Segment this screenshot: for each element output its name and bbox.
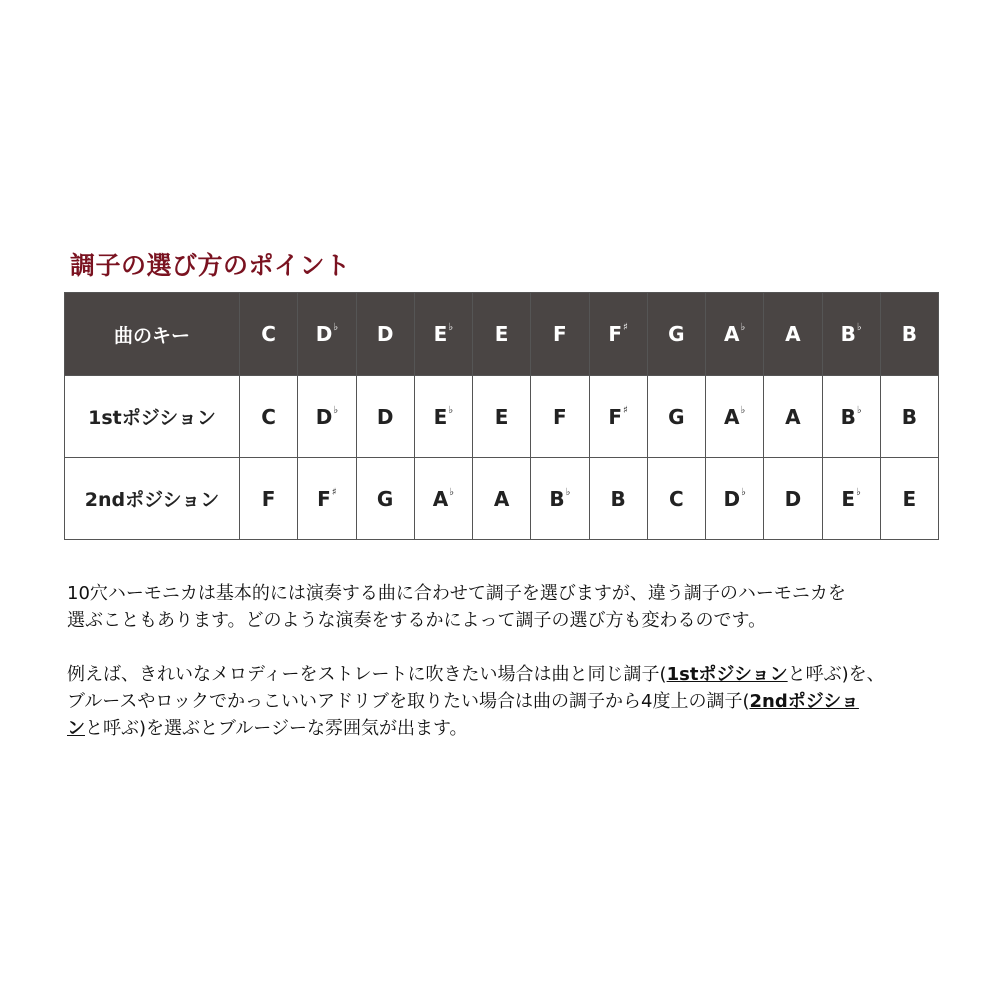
note-letter: F [261, 486, 276, 511]
note-letter: C [261, 322, 276, 346]
flat-symbol: ♭ [740, 404, 746, 416]
key-header-cell [356, 293, 414, 376]
key-header-cell [822, 293, 880, 376]
paragraph-intro-line: 選ぶこともあります。どのような演奏をするかによって調子の選び方も変わるのです。 [67, 610, 767, 631]
note-letter: D [376, 404, 394, 429]
flat-symbol: ♭ [333, 404, 339, 416]
flat-symbol: ♭ [856, 404, 862, 416]
key-header-cell [531, 293, 589, 376]
key-header-cell [240, 293, 298, 376]
second-position-cell [356, 458, 414, 540]
note-letter: E [494, 404, 509, 429]
note-letter: A [785, 322, 801, 346]
note-letter: B [610, 486, 626, 511]
key-header-cell [647, 293, 705, 376]
flat-symbol: ♭ [740, 322, 746, 333]
note-letter: G [668, 404, 685, 429]
first-position-cell [880, 376, 938, 458]
key-header-cell [880, 293, 938, 376]
note-letter: E [902, 486, 917, 511]
flat-symbol: ♭ [856, 486, 861, 498]
text-segment: と呼ぶ)を選ぶとブルージーな雰囲気が出ます。 [85, 718, 468, 739]
first-position-cell [240, 376, 298, 458]
note-letter: B [840, 322, 856, 346]
second-position-cell [414, 458, 472, 540]
note-letter: B [549, 486, 565, 511]
paragraph-example-line [67, 661, 937, 688]
note-letter: A [724, 322, 740, 346]
paragraph-intro-line: 10穴ハーモニカは基本的には演奏する曲に合わせて調子を選びますが、違う調子のハーモニカを [67, 583, 846, 604]
section-title: 調子の選び方のポイント [70, 251, 351, 280]
sharp-symbol: ♯ [623, 404, 628, 416]
song-key-header: 曲のキー [65, 293, 240, 376]
first-position-label: 1stポジション [65, 376, 240, 458]
note-letter: D [784, 486, 802, 511]
second-position-cell [298, 458, 356, 540]
paragraph-intro [67, 580, 937, 634]
note-letter: F [553, 404, 567, 429]
note-letter: B [901, 404, 917, 429]
paragraph-example [67, 661, 937, 742]
note-letter: E [433, 404, 448, 429]
flat-symbol: ♭ [449, 486, 454, 498]
text-segment: ブルースやロックでかっこいいアドリブを取りたい場合は曲の調子から4度上の調子( [67, 691, 750, 712]
key-header-cell [589, 293, 647, 376]
note-letter: C [261, 404, 276, 429]
second-position-label: 2ndポジション [65, 458, 240, 540]
first-position-cell [706, 376, 764, 458]
note-letter: D [376, 322, 394, 346]
note-letter: G [376, 486, 394, 511]
note-letter: F [317, 486, 331, 511]
flat-symbol: ♭ [741, 486, 746, 498]
second-position-cell [240, 458, 298, 540]
second-position-cell [589, 458, 647, 540]
second-position-cell [822, 458, 880, 540]
flat-symbol: ♭ [448, 322, 454, 333]
second-position-term-continued: ン [67, 718, 85, 739]
note-letter: F [608, 322, 623, 346]
first-position-cell [298, 376, 356, 458]
paragraph-example-line [67, 715, 937, 742]
sharp-symbol: ♯ [623, 322, 628, 333]
header-row [65, 293, 939, 376]
second-position-row [65, 458, 939, 540]
flat-symbol: ♭ [565, 486, 571, 498]
note-letter: A [785, 404, 801, 429]
note-letter: E [494, 322, 509, 346]
note-letter: A [432, 486, 449, 511]
note-letter: G [668, 322, 685, 346]
second-position-cell [473, 458, 531, 540]
flat-symbol: ♭ [448, 404, 454, 416]
note-letter: B [840, 404, 856, 429]
key-header-cell [414, 293, 472, 376]
first-position-cell [764, 376, 822, 458]
note-letter: E [841, 486, 856, 511]
first-position-cell [647, 376, 705, 458]
note-letter: A [493, 486, 510, 511]
second-position-term: 2ndポジショ [749, 691, 859, 712]
note-letter: E [433, 322, 448, 346]
second-position-cell [706, 458, 764, 540]
key-header-cell [764, 293, 822, 376]
note-letter: D [315, 322, 333, 346]
key-header-cell [473, 293, 531, 376]
flat-symbol: ♭ [856, 322, 862, 333]
sharp-symbol: ♯ [331, 486, 337, 498]
first-position-cell [414, 376, 472, 458]
second-position-cell [647, 458, 705, 540]
first-position-term: 1stポジション [666, 664, 788, 685]
note-letter: D [315, 404, 333, 429]
second-position-cell [764, 458, 822, 540]
first-position-cell [531, 376, 589, 458]
note-letter: F [608, 404, 623, 429]
flat-symbol: ♭ [333, 322, 339, 333]
note-letter: A [724, 404, 740, 429]
first-position-cell [822, 376, 880, 458]
note-letter: F [553, 322, 567, 346]
paragraph-example-line [67, 688, 937, 715]
note-letter: D [723, 486, 741, 511]
note-letter: B [901, 322, 917, 346]
text-segment: 例えば、きれいなメロディーをストレートに吹きたい場合は曲と同じ調子( [67, 664, 667, 685]
key-header-cell [706, 293, 764, 376]
first-position-cell [356, 376, 414, 458]
first-position-row [65, 376, 939, 458]
note-letter: C [669, 486, 684, 511]
second-position-cell [880, 458, 938, 540]
text-segment: と呼ぶ)を、 [787, 664, 885, 685]
key-position-table [64, 292, 939, 540]
first-position-cell [473, 376, 531, 458]
second-position-cell [531, 458, 589, 540]
explanation-text [67, 580, 937, 769]
first-position-cell [589, 376, 647, 458]
key-header-cell [298, 293, 356, 376]
